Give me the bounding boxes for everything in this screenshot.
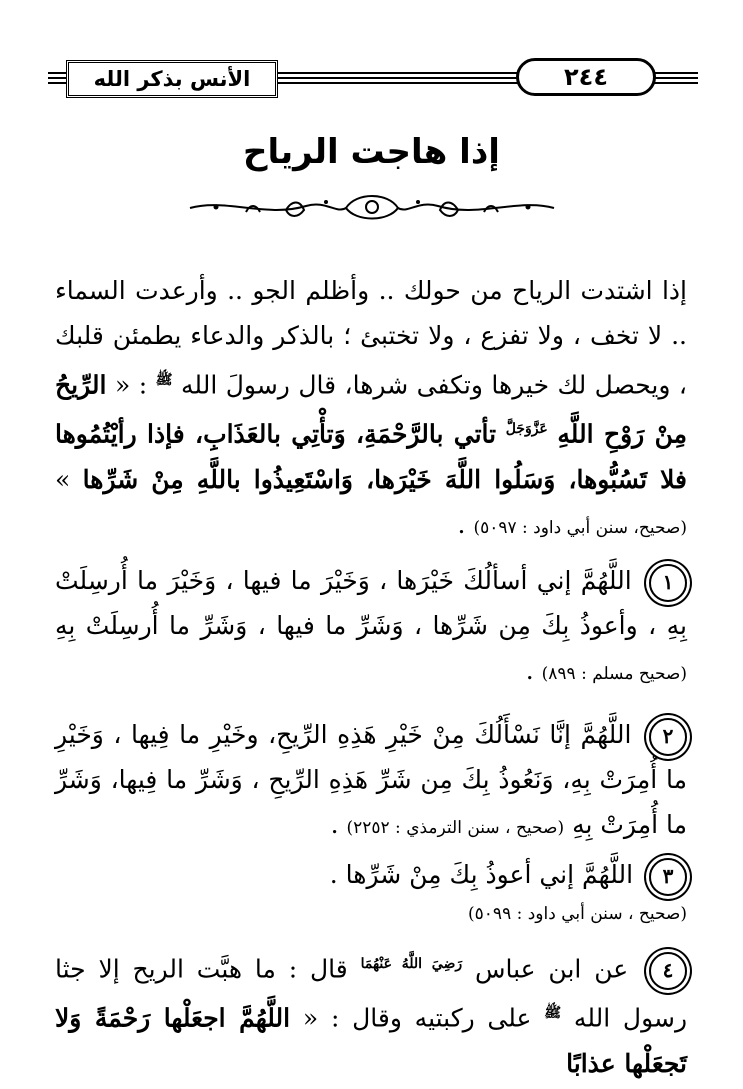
honorific-mark: ﷺ (544, 1005, 562, 1022)
hadith-text-rest: تأتي بالرَّحْمَةِ، وَتأْتِي بالعَذَابِ، فإذا رأيْتُمُوها فلا تَسُبُّوها، وَسَلُوا اللَّهَ خَيْرَها، وَاسْتَعِيذُوا باللَّهِ مِنْ شَرِّها (55, 419, 687, 494)
dua-reference: (صحيح مسلم : ٨٩٩) (541, 664, 687, 684)
hadith-close: » (55, 464, 71, 494)
period: . (330, 810, 339, 839)
dua-text: اللَّهُمَّ إني أسألُكَ خَيْرَها ، وَخَيْرَ ما فيها ، وَخَيْرَ ما أُرسِلَتْ بِهِ ، وأعوذُ بِكَ مِن شَرِّها ، وَشَرِّ ما فيها ، وَشَرِّ ما أُرسِلَتْ بِهِ (55, 566, 687, 640)
item-number-badge: ٣ (649, 858, 687, 896)
honorific-mark: رَضِيَ اللَّهُ عَنْهُمَا (360, 956, 463, 972)
hadith-text: قال : ما هبَّت الريح إلا جثا رسول الله (55, 954, 688, 1033)
dua-reference-line (55, 896, 687, 929)
hadith-lead: عن ابن عباس (474, 954, 629, 984)
dua-text: اللَّهُمَّ اجعَلْها رَحْمَةً وَلا تَجعَلْها عذابًا (55, 1003, 687, 1078)
item-number-badge: ١ (649, 564, 687, 602)
page-number: ٢٤٤ (516, 58, 656, 96)
intro-text: إذا اشتدت الرياح من حولك .. وأظلم الجو .. وأرعدت السماء .. لا تخف ، ولا تفزع ، ولا تختبئ ؛ بالذكر والدعاء يطمئن قلبك ، ويحصل لك خيرها وتكفى شرها، قال رسولَ الله (55, 276, 687, 400)
dua-reference: (صحيح ، سنن أبي داود : ٥٠٩٩) (468, 904, 687, 924)
honorific-mark: عَزَّوَجَلَّ (505, 421, 548, 438)
period: . (525, 656, 534, 685)
book-title: الأنس بذكر الله (66, 60, 278, 98)
dua-item (55, 558, 687, 697)
intro-paragraph (55, 268, 687, 551)
honorific-mark: ﷺ (155, 372, 173, 388)
period: . (457, 509, 466, 539)
dua-reference: (صحيح ، سنن الترمذي : ٢٢٥٢) (346, 818, 565, 838)
running-header (48, 58, 698, 102)
hadith-open: : « (114, 370, 148, 400)
hadith-item (55, 942, 687, 1086)
item-number-badge: ٤ (649, 952, 687, 990)
divider-ornament-icon (186, 188, 558, 224)
item-number-badge: ٢ (649, 718, 687, 756)
hadith-reference: (صحيح، سنن أبي داود : ٥٠٩٧) (473, 517, 687, 538)
section-title: إذا هاجت الرياح (243, 132, 500, 172)
dua-text: اللَّهُمَّ إني أعوذُ بِكَ مِنْ شَرِّها . (329, 860, 634, 889)
dua-item (55, 712, 687, 851)
dua-text: اللَّهُمَّ إنَّا نَسْأَلُكَ مِنْ خَيْرِ هَذِهِ الرِّيحِ، وخَيْرِ ما فِيها ، وَخَيْرِ ما أُمِرَتْ بِهِ، وَنَعُوذُ بِكَ مِن شَرِّ هَذِهِ الرِّيحِ ، وَشَرِّ ما فِيها، وَشَرِّ ما أُمِرَتْ بِهِ (55, 720, 687, 839)
hadith-text: على ركبتيه وقال : « (302, 1003, 532, 1033)
hadith-text: الرِّيحُ مِنْ رَوْحِ اللَّهِ (55, 370, 687, 449)
dua-item (55, 852, 687, 897)
